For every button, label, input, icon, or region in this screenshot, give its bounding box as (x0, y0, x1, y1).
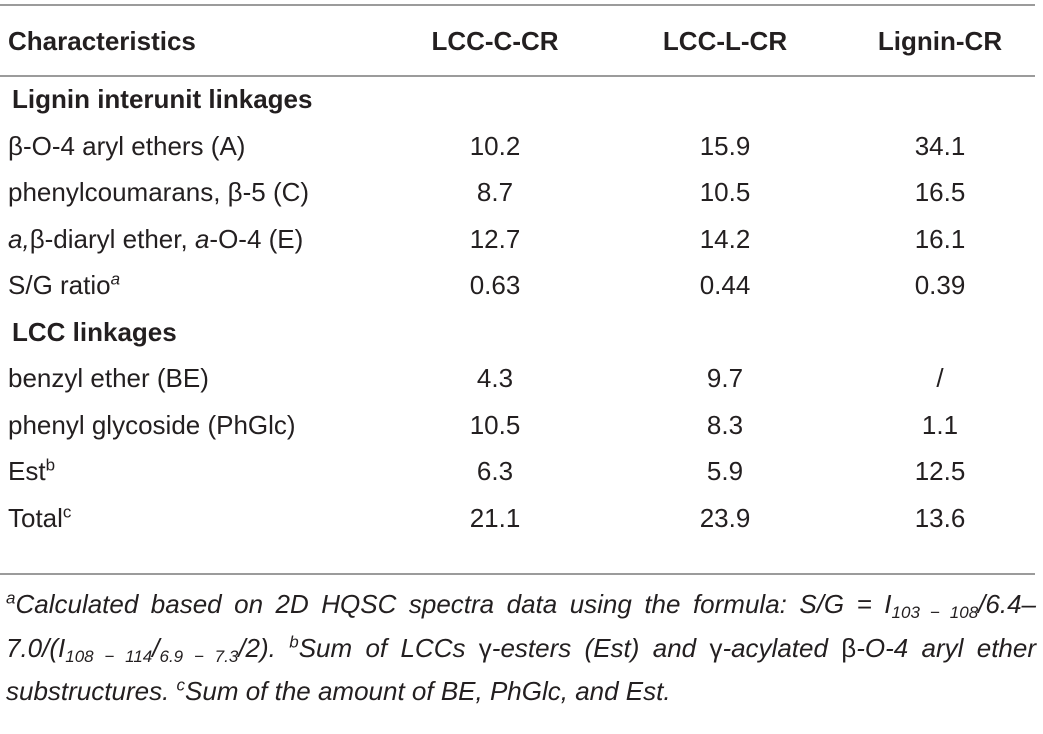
cell-value: 9.7 (706, 363, 744, 393)
section-row (0, 309, 1035, 356)
section-title-lcc: LCC linkages (12, 316, 177, 347)
label-text: Est (8, 456, 46, 486)
cell-value: 13.6 (914, 502, 966, 533)
table-row (0, 448, 1035, 495)
table-row (0, 216, 1035, 263)
footnote-mark: b (45, 455, 56, 475)
row-label (0, 216, 385, 263)
footnote-subscript: 6.9 − 7.3 (159, 646, 239, 666)
cell-value: 8.3 (706, 409, 744, 440)
cell-value: 12.5 (914, 456, 966, 486)
label-italic-a: a, (8, 223, 30, 254)
footnote-text: /6.4–7.0/(I (6, 589, 1036, 663)
label-text: -O-4 (E) (209, 223, 304, 254)
footnote-text: Calculated based on 2D HQSC spectra data using the formula: S/G = I (15, 589, 892, 619)
row-label: β-O-4 aryl ethers (A) (8, 130, 246, 161)
footnote-symbol: γ (709, 632, 723, 663)
cell-value: 0.39 (914, 270, 966, 300)
footnote-text: /2). (238, 632, 290, 663)
cell-value: 34.1 (914, 130, 966, 161)
cell-value: / (936, 363, 944, 393)
section-title-lignin: Lignin interunit linkages (12, 84, 313, 114)
label-text: β-diaryl ether, (29, 223, 195, 254)
cell-value: 8.7 (476, 177, 514, 207)
label-italic-a: a (194, 223, 210, 254)
header-row (0, 6, 1035, 76)
label-text: S/G ratio (8, 270, 111, 300)
footnote-mark: c (176, 675, 186, 695)
table-row (0, 495, 1035, 542)
footnote-mark: c (62, 502, 72, 522)
cell-value: 0.63 (469, 270, 521, 300)
header-lignin-cr: Lignin-CR (877, 26, 1003, 56)
row-label: phenyl glycoside (PhGlc) (8, 409, 296, 440)
footnote-text: -esters (Est) and (491, 632, 710, 663)
footnote-text: Sum of LCCs (298, 632, 479, 663)
cell-value: 6.3 (476, 456, 514, 486)
header-characteristics: Characteristics (8, 26, 196, 56)
cell-value: 0.44 (699, 270, 751, 300)
cell-value: 23.9 (699, 502, 751, 533)
cell-value: 15.9 (699, 130, 751, 161)
cell-value: 12.7 (469, 223, 521, 254)
table-bottom-rule (0, 573, 1035, 575)
row-label: benzyl ether (BE) (8, 363, 209, 393)
cell-value: 1.1 (921, 409, 959, 440)
footnote-symbol: γ (478, 632, 492, 663)
header-lcc-c-cr: LCC-C-CR (431, 26, 559, 56)
footnote-symbol: β (841, 632, 857, 663)
cell-value: 5.9 (706, 456, 744, 486)
table-row (0, 402, 1035, 449)
cell-value: 10.5 (469, 409, 521, 440)
header-lcc-l-cr: LCC-L-CR (662, 26, 788, 56)
cell-value: 21.1 (469, 502, 521, 533)
cell-value: 4.3 (476, 363, 514, 393)
table-row (0, 262, 1035, 309)
footnote-text: Sum of the amount of BE, PhGlc, and Est. (185, 676, 671, 706)
cell-value: 10.5 (699, 177, 751, 207)
row-label: phenylcoumarans, β-5 (C) (8, 177, 310, 207)
footnote-subscript: 103 − 108 (891, 603, 979, 623)
table-row (0, 355, 1035, 402)
table-row (0, 123, 1035, 170)
footnote-text: -O-4 aryl ether substructures. (6, 632, 1036, 706)
cell-value: 14.2 (699, 223, 751, 254)
row-label (0, 495, 385, 542)
footnote-mark: b (289, 632, 299, 652)
table-row (0, 169, 1035, 216)
characteristics-table (0, 6, 1035, 541)
cell-value: 16.1 (914, 223, 966, 254)
row-label (0, 448, 385, 495)
footnote-text: -acylated (722, 632, 842, 663)
section-row (0, 76, 1035, 123)
row-label (0, 262, 385, 309)
cell-value: 16.5 (914, 177, 966, 207)
cell-value: 10.2 (469, 130, 521, 161)
footnote-subscript: 108 − 114 (65, 646, 153, 666)
footnote-text: / (152, 632, 160, 663)
footnote-mark: a (6, 588, 16, 608)
label-text: Total (8, 502, 63, 533)
footnote-mark: a (110, 269, 121, 289)
table-footnote (6, 583, 1036, 714)
